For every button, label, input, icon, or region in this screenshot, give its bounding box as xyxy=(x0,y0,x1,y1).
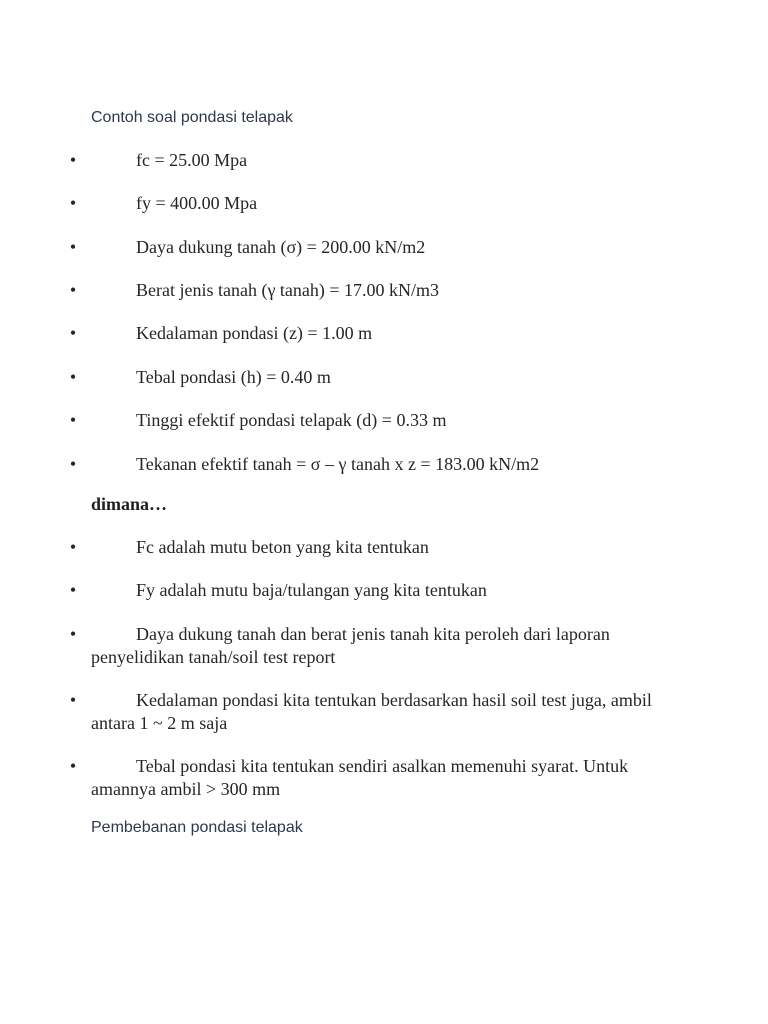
bullet-icon: • xyxy=(69,150,77,170)
bullet-icon: • xyxy=(69,580,77,600)
bullet-icon: • xyxy=(69,237,77,257)
bullet-icon: • xyxy=(69,537,77,557)
param-text: Tekanan efektif tanah = σ – γ tanah x z = 183.00 kN/m2 xyxy=(136,454,540,474)
param-text: Tebal pondasi (h) = 0.40 m xyxy=(136,367,331,387)
note-text: Fc adalah mutu beton yang kita tentukan xyxy=(136,537,429,557)
bullet-icon: • xyxy=(69,410,77,430)
note-text: Daya dukung tanah dan berat jenis tanah kita peroleh dari laporan penyelidikan tanah/soil test report xyxy=(91,624,610,667)
dimana-label: dimana… xyxy=(91,494,168,514)
bullet-icon: • xyxy=(69,323,77,343)
param-text: Berat jenis tanah (γ tanah) = 17.00 kN/m3 xyxy=(136,280,440,300)
param-text: Tinggi efektif pondasi telapak (d) = 0.33 m xyxy=(136,410,447,430)
note-text: Kedalaman pondasi kita tentukan berdasarkan hasil soil test juga, ambil antara 1 ~ 2 m saja xyxy=(91,690,652,733)
bullet-icon: • xyxy=(69,280,77,300)
param-text: fc = 25.00 Mpa xyxy=(136,150,248,170)
heading-contoh-soal: Contoh soal pondasi telapak xyxy=(91,109,293,126)
heading-pembebanan: Pembebanan pondasi telapak xyxy=(91,819,303,836)
bullet-icon: • xyxy=(69,756,77,776)
bullet-icon: • xyxy=(69,624,77,644)
note-text: Tebal pondasi kita tentukan sendiri asalkan memenuhi syarat. Untuk amannya ambil > 300 mm xyxy=(91,756,629,799)
param-text: Kedalaman pondasi (z) = 1.00 m xyxy=(136,323,373,343)
bullet-icon: • xyxy=(69,193,77,213)
bullet-icon: • xyxy=(69,690,77,710)
param-text: Daya dukung tanah (σ) = 200.00 kN/m2 xyxy=(136,237,426,257)
bullet-icon: • xyxy=(69,367,77,387)
param-text: fy = 400.00 Mpa xyxy=(136,193,258,213)
bullet-icon: • xyxy=(69,454,77,474)
note-text: Fy adalah mutu baja/tulangan yang kita tentukan xyxy=(136,580,487,600)
